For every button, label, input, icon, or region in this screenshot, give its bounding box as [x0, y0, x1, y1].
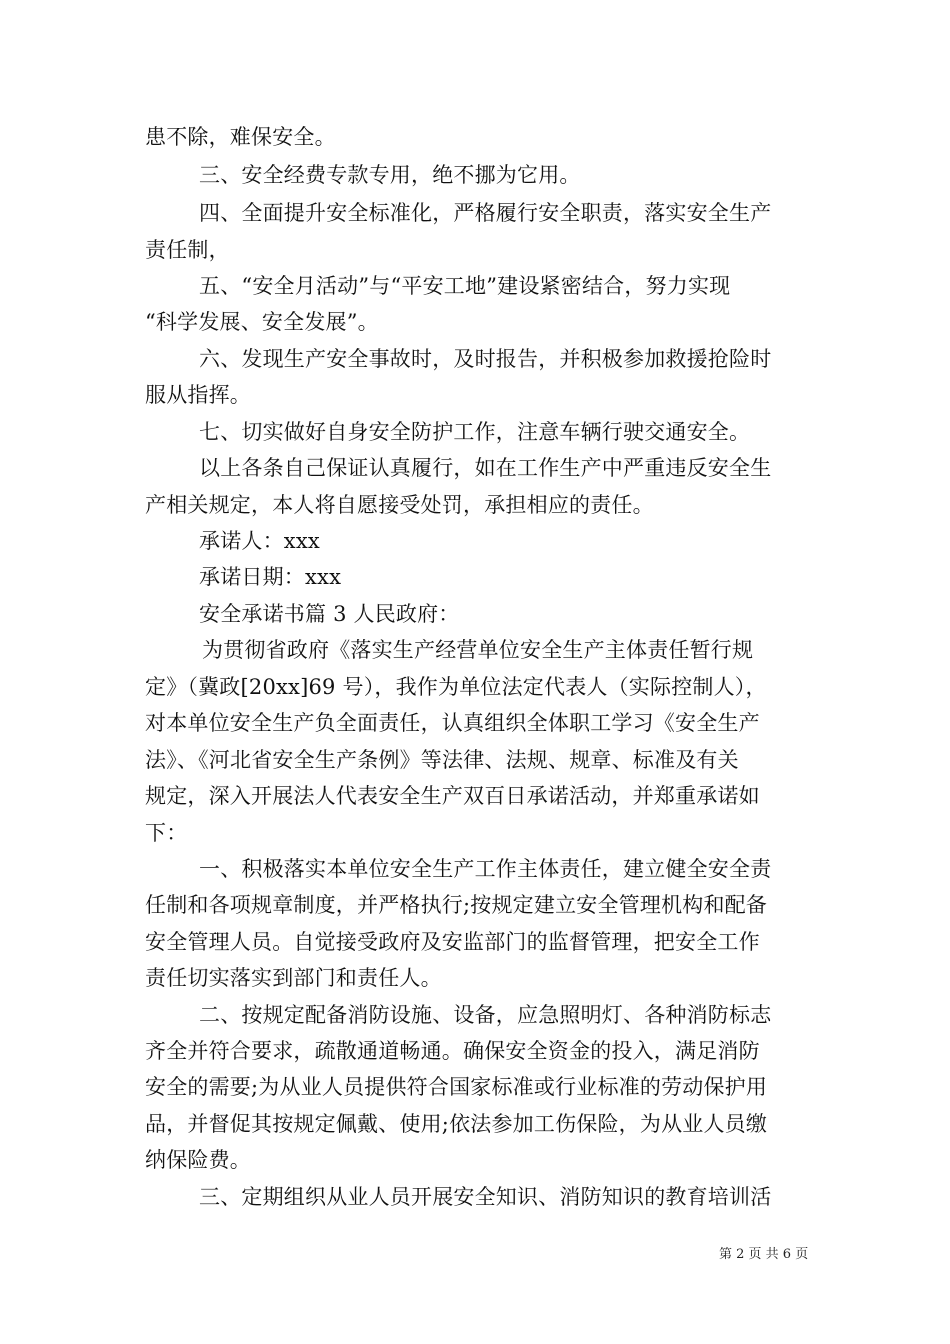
text-line-23: 安全管理人员。自觉接受政府及安监部门的监督管理，把安全工作	[145, 930, 760, 954]
text-line-26: 齐全并符合要求，疏散通道畅通。确保安全资金的投入，满足消防	[145, 1039, 760, 1063]
promisor-line: 承诺人：xxx	[199, 529, 320, 553]
text-line-8: 服从指挥。	[145, 383, 251, 407]
text-line-10: 以上各条自己保证认真履行，如在工作生产中严重违反安全生	[199, 456, 772, 480]
text-line-3: 四、全面提升安全标准化，严格履行安全职责，落实安全生产	[199, 201, 772, 225]
text-line-27: 安全的需要;为从业人员提供符合国家标准或行业标准的劳动保护用	[145, 1075, 768, 1099]
text-line-16: 定》（冀政[20xx]69 号），我作为单位法定代表人（实际控制人），	[145, 675, 767, 699]
text-line-11: 产相关规定，本人将自愿接受处罚，承担相应的责任。	[145, 493, 654, 517]
text-line-6: “科学发展、安全发展”。	[145, 310, 379, 334]
text-line-9: 七、切实做好自身安全防护工作，注意车辆行驶交通安全。	[199, 420, 751, 444]
text-line-21: 一、积极落实本单位安全生产工作主体责任，建立健全安全责	[199, 857, 772, 881]
text-line-2: 三、安全经费专款专用，绝不挪为它用。	[199, 163, 581, 187]
text-line-15: 为贯彻省政府《落实生产经营单位安全生产主体责任暂行规	[202, 638, 754, 662]
text-line-28: 品，并督促其按规定佩戴、使用;依法参加工伤保险，为从业人员缴	[145, 1112, 768, 1136]
text-line-30: 三、定期组织从业人员开展安全知识、消防知识的教育培训活	[199, 1185, 772, 1209]
text-line-25: 二、按规定配备消防设施、设备，应急照明灯、各种消防标志	[199, 1003, 772, 1027]
text-line-20: 下：	[145, 821, 188, 845]
page-number: 第 2 页 共 6 页	[719, 1247, 809, 1262]
text-line-22: 任制和各项规章制度，并严格执行;按规定建立安全管理机构和配备	[145, 893, 768, 917]
text-line-24: 责任切实落实到部门和责任人。	[145, 966, 442, 990]
text-line-4: 责任制，	[145, 238, 230, 262]
text-line-17: 对本单位安全生产负全面责任，认真组织全体职工学习《安全生产	[145, 711, 760, 735]
text-line-18: 法》、《河北省安全生产条例》等法律、法规、规章、标准及有关	[145, 748, 739, 772]
promise-date-line: 承诺日期：xxx	[199, 565, 342, 589]
text-line-1: 患不除，难保安全。	[145, 125, 336, 149]
text-line-7: 六、发现生产安全事故时，及时报告，并积极参加救援抢险时	[199, 347, 772, 371]
text-line-19: 规定，深入开展法人代表安全生产双百日承诺活动，并郑重承诺如	[145, 784, 760, 808]
text-line-5: 五、“安全月活动”与“平安工地”建设紧密结合，努力实现	[199, 274, 731, 298]
text-line-29: 纳保险费。	[145, 1148, 251, 1172]
section-heading: 安全承诺书篇 3 人民政府：	[199, 602, 460, 626]
